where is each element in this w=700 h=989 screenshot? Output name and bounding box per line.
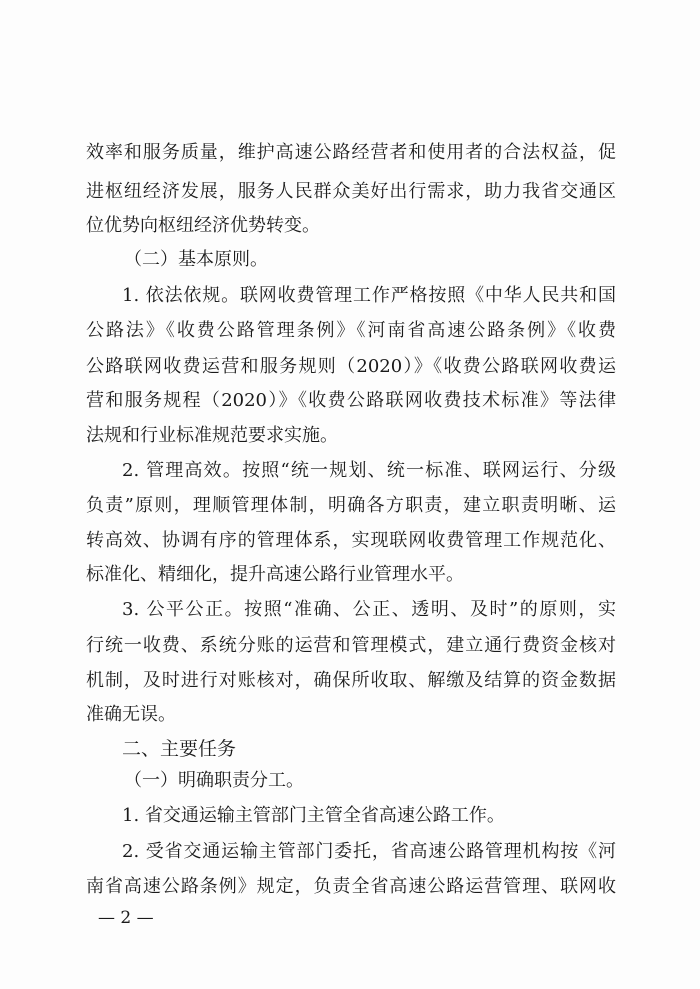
body-line: 行统一收费、系统分账的运营和管理模式，建立通行费资金核对 — [86, 635, 616, 656]
body-line: 2. 受省交通运输主管部门委托，省高速公路管理机构按《河 — [122, 841, 616, 862]
body-line: 1. 依法依规。联网收费管理工作严格按照《中华人民共和国 — [122, 285, 616, 306]
section-heading: （一）明确职责分工。 — [124, 770, 304, 791]
body-line: 公路联网收费运营和服务规则（2020）》《收费公路联网收费运 — [86, 356, 616, 377]
body-line: 3. 公平公正。按照“准确、公正、透明、及时”的原则，实 — [122, 599, 616, 620]
body-line: 位优势向枢纽经济优势转变。 — [86, 215, 320, 236]
body-line: 营和服务规程（2020）》《收费公路联网收费技术标准》等法律 — [86, 390, 616, 411]
body-line: 准确无误。 — [86, 704, 176, 725]
body-line: 进枢纽经济发展，服务人民群众美好出行需求，助力我省交通区 — [86, 181, 616, 202]
body-line: 法规和行业标准规范要求实施。 — [86, 425, 338, 446]
section-heading: （二）基本原则。 — [124, 249, 268, 270]
body-line: 效率和服务质量，维护高速公路经营者和使用者的合法权益，促 — [86, 142, 616, 163]
body-line: 负责”原则，理顺管理体制，明确各方职责，建立职责明晰、运 — [86, 495, 616, 516]
body-line: 转高效、协调有序的管理体系，实现联网收费管理工作规范化、 — [86, 530, 616, 551]
body-line: 标准化、精细化，提升高速公路行业管理水平。 — [86, 564, 464, 585]
body-line: 2. 管理高效。按照“统一规划、统一标准、联网运行、分级 — [122, 460, 616, 481]
body-line: 1. 省交通运输主管部门主管全省高速公路工作。 — [122, 805, 505, 826]
body-line: 公路法》《收费公路管理条例》《河南省高速公路条例》《收费 — [86, 320, 616, 341]
page-number: — 2 — — [98, 908, 154, 928]
chapter-heading: 二、主要任务 — [122, 738, 237, 760]
body-line: 南省高速公路条例》规定，负责全省高速公路运营管理、联网收 — [86, 876, 616, 897]
body-line: 机制，及时进行对账核对，确保所收取、解缴及结算的资金数据 — [86, 670, 616, 691]
